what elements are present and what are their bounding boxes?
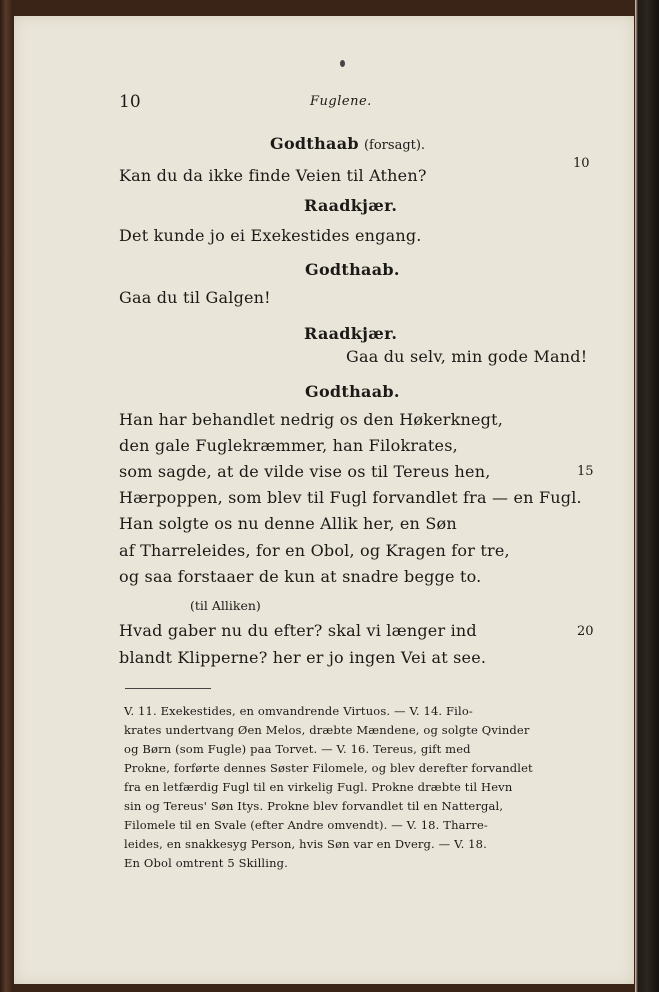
footnote-rule: [125, 688, 211, 689]
speaker-direction: (forsagt).: [363, 138, 426, 153]
verse-line-11: og saa forstaaer de kun at snadre begge to.: [119, 567, 482, 586]
running-title: Fuglene.: [310, 94, 372, 109]
line-number-10: 10: [573, 156, 590, 171]
speaker-heading-3: Godthaab.: [305, 260, 400, 279]
speaker-heading-2: Raadkjær.: [304, 196, 398, 215]
verse-line-12: Hvad gaber nu du efter? skal vi længer ind: [119, 621, 477, 640]
verse-line-13: blandt Klipperne? her er jo ingen Vei at see.: [119, 648, 487, 667]
speaker-heading-4: Raadkjær.: [304, 324, 398, 343]
verse-line-8: Hærpoppen, som blev til Fugl forvandlet fra — en Fugl.: [119, 488, 582, 507]
speaker-name: Godthaab: [270, 134, 359, 153]
speaker-heading-5: Godthaab.: [305, 382, 400, 401]
verse-line-2: Det kunde jo ei Exekestides engang.: [119, 226, 422, 245]
footnote-line-6: sin og Tereus' Søn Itys. Prokne blev forvandlet til en Nattergal,: [124, 799, 504, 813]
verse-line-10: af Tharreleides, for en Obol, og Kragen for tre,: [119, 541, 510, 560]
verse-line-4: Gaa du selv, min gode Mand!: [346, 347, 588, 366]
book-page: [14, 16, 634, 984]
footnote-line-8: leides, en snakkesyg Person, hvis Søn var en Dverg. — V. 18.: [124, 837, 487, 851]
stage-direction: (til Alliken): [190, 598, 261, 613]
verse-line-9: Han solgte os nu denne Allik her, en Søn: [119, 514, 457, 533]
verse-line-3: Gaa du til Galgen!: [119, 288, 271, 307]
book-spine-edge: [635, 0, 659, 992]
footnote-line-7: Filomele til en Svale (efter Andre omvendt). — V. 18. Tharre-: [124, 818, 488, 832]
footnote-line-2: krates undertvang Øen Melos, dræbte Mændene, og solgte Qvinder: [124, 723, 530, 737]
line-number-20: 20: [577, 624, 594, 639]
page-number: 10: [119, 92, 141, 112]
verse-line-1: Kan du da ikke finde Veien til Athen?: [119, 166, 427, 185]
footnote-line-5: fra en letfærdig Fugl til en virkelig Fugl. Prokne dræbte til Hevn: [124, 780, 513, 794]
footnote-line-1: V. 11. Exekestides, en omvandrende Virtuos. — V. 14. Filo-: [124, 704, 473, 718]
line-number-15: 15: [577, 464, 594, 479]
footnote-line-4: Prokne, forførte dennes Søster Filomele, og blev derefter forvandlet: [124, 761, 533, 775]
footnote-line-9: En Obol omtrent 5 Skilling.: [124, 856, 288, 870]
verse-line-7: som sagde, at de vilde vise os til Tereus hen,: [119, 462, 491, 481]
speaker-heading-1: [270, 134, 425, 153]
footnote-line-3: og Børn (som Fugle) paa Torvet. — V. 16. Tereus, gift med: [124, 742, 471, 756]
verse-line-5: Han har behandlet nedrig os den Høkerknegt,: [119, 410, 504, 429]
ink-spot: [340, 60, 345, 67]
verse-line-6: den gale Fuglekræmmer, han Filokrates,: [119, 436, 458, 455]
